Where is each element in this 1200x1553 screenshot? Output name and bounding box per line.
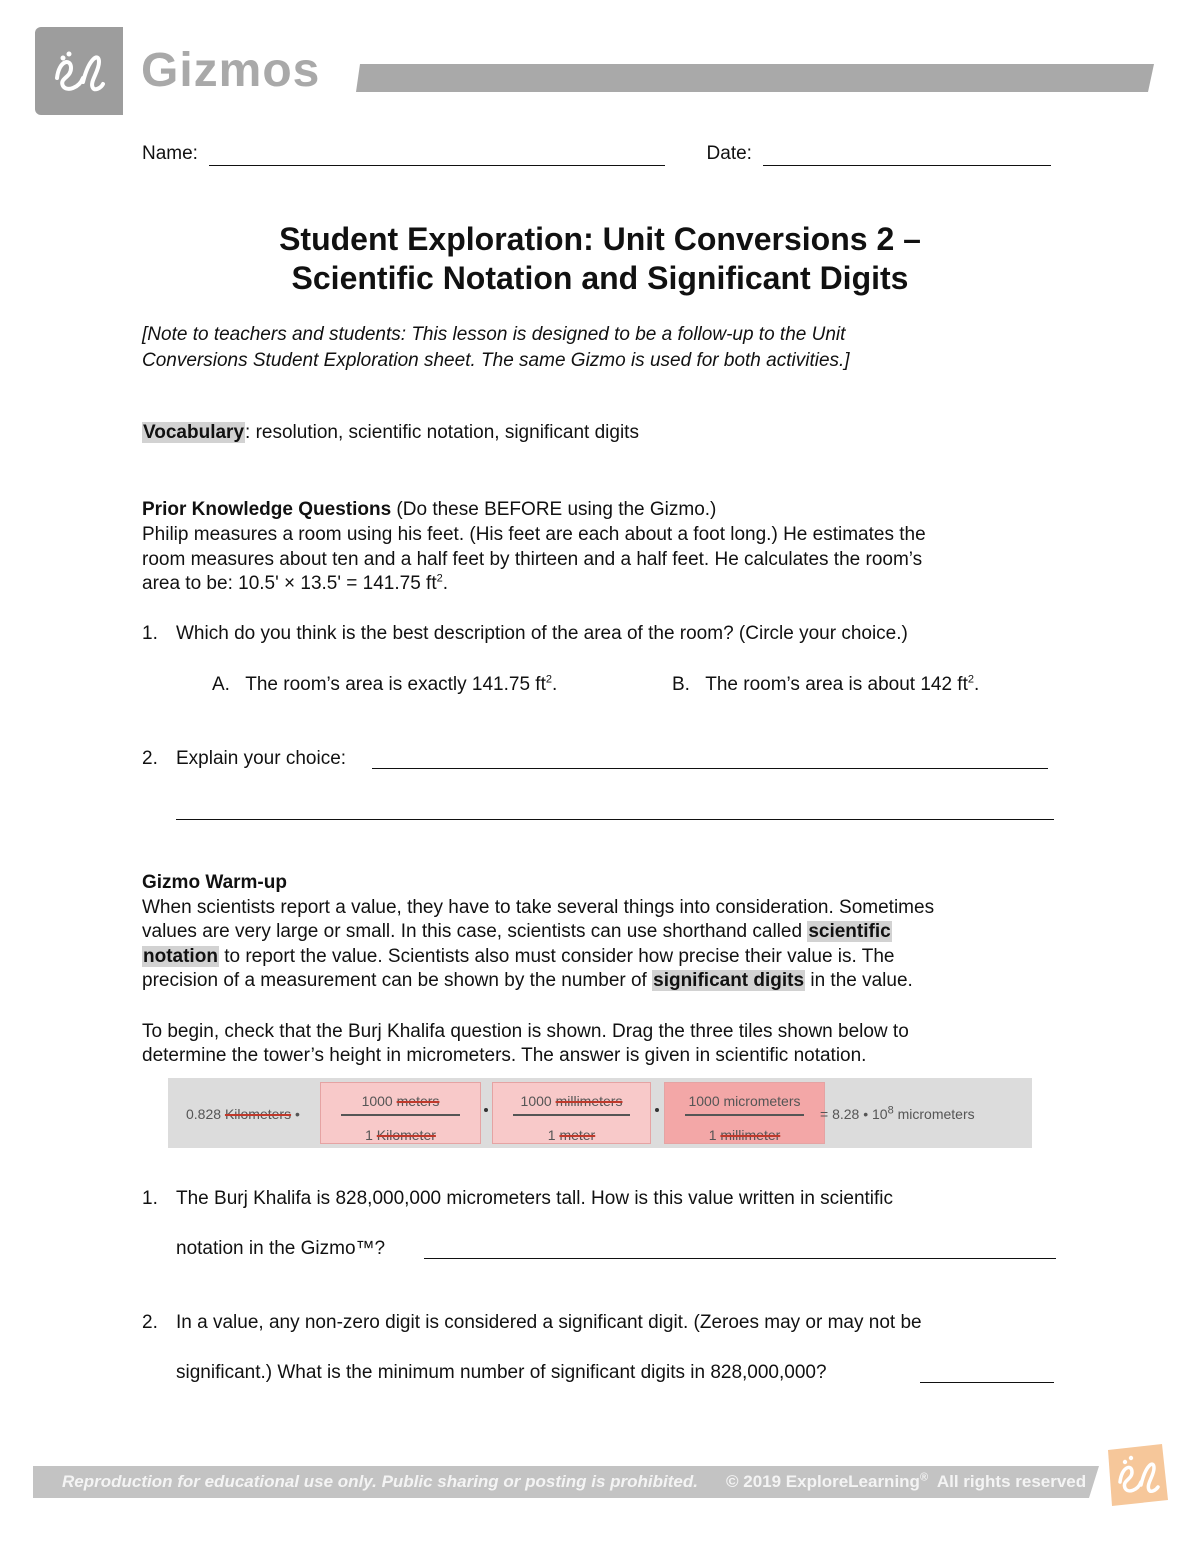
tile-3-denominator: 1 millimeter bbox=[708, 1127, 781, 1143]
warmup-p1-line2 bbox=[142, 920, 1062, 945]
warmup-q1-line2: notation in the Gizmo™? bbox=[176, 1238, 386, 1259]
warmup-p2-line2: determine the tower’s height in micrometers. The answer is given in scientific notation. bbox=[142, 1045, 867, 1066]
warmup-q1-number: 1. bbox=[142, 1188, 158, 1209]
note-line2: Conversions Student Exploration sheet. The same Gizmo is used for both activities.] bbox=[142, 350, 850, 371]
explain-answer-line2[interactable] bbox=[176, 796, 1054, 820]
pk-q2-number: 2. bbox=[142, 748, 158, 769]
conversion-strip bbox=[168, 1078, 1032, 1148]
start-number: 0.828 bbox=[186, 1106, 222, 1122]
date-field[interactable] bbox=[763, 144, 1051, 166]
choice-a-text: The room’s area is exactly 141.75 ft bbox=[245, 674, 546, 695]
explorelearning-el-badge-icon bbox=[1098, 1442, 1172, 1508]
registered-mark: ® bbox=[919, 1471, 929, 1484]
conversion-tile-3[interactable] bbox=[664, 1082, 825, 1144]
warmup-q2-number: 2. bbox=[142, 1312, 158, 1333]
date-label: Date: bbox=[706, 143, 752, 164]
warmup-p1-line3 bbox=[142, 945, 1062, 970]
warmup-q2-line2: significant.) What is the minimum number of significant digits in 828,000,000? bbox=[176, 1362, 827, 1383]
student-info-row bbox=[142, 142, 1062, 168]
starting-value bbox=[186, 1102, 300, 1126]
page-title-line2: Scientific Notation and Significant Digits bbox=[291, 260, 909, 296]
warmup-q1-line1: The Burj Khalifa is 828,000,000 micrometers tall. How is this value written in scientific bbox=[176, 1188, 894, 1209]
multiply-dot bbox=[655, 1108, 659, 1112]
prior-knowledge-line3 bbox=[142, 572, 1062, 597]
warmup-p1-line1: When scientists report a value, they have to take several things into consideration. Sometimes bbox=[142, 897, 935, 918]
area-period: . bbox=[442, 573, 448, 594]
choice-a-exponent: 2 bbox=[545, 673, 552, 686]
choice-a[interactable] bbox=[212, 673, 557, 697]
tile-2-numerator: 1000 millimeters bbox=[520, 1093, 623, 1109]
tile-1-denominator: 1 Kilometer bbox=[365, 1127, 436, 1143]
note-line1: [Note to teachers and students: This lesson is designed to be a follow-up to the Unit bbox=[142, 324, 846, 345]
term-notation: notation bbox=[143, 946, 218, 967]
result-mantissa: = 8.28 • 10 bbox=[820, 1106, 888, 1122]
times-symbol: • bbox=[294, 1106, 300, 1122]
vocabulary-label: Vocabulary bbox=[143, 422, 245, 443]
tile-1-fraction-bar bbox=[341, 1114, 460, 1116]
term-significant-digits: significant digits bbox=[653, 970, 805, 991]
prior-knowledge-heading: Prior Knowledge Questions bbox=[142, 499, 392, 520]
prior-knowledge-line1: Philip measures a room using his feet. (His feet are each about a foot long.) He estimates the bbox=[142, 524, 926, 545]
choice-b-period: . bbox=[974, 674, 980, 695]
area-exponent: 2 bbox=[436, 572, 443, 585]
warmup-p1-text-c: to report the value. Scientists also must consider how precise their value is. The bbox=[218, 946, 895, 967]
choice-b-text: The room’s area is about 142 ft bbox=[705, 674, 968, 695]
name-label: Name: bbox=[142, 143, 198, 164]
conversion-tile-1[interactable] bbox=[320, 1082, 481, 1144]
choice-a-period: . bbox=[552, 674, 558, 695]
pk-q1-text: Which do you think is the best description of the area of the room? (Circle your choice.) bbox=[176, 623, 908, 644]
choice-b-letter: B. bbox=[672, 674, 690, 695]
prior-knowledge-heading-note: (Do these BEFORE using the Gizmo.) bbox=[391, 499, 717, 520]
explain-answer-line1[interactable] bbox=[372, 745, 1048, 769]
pk-q1-number: 1. bbox=[142, 623, 158, 644]
area-equation: area to be: 10.5' × 13.5' = 141.75 ft bbox=[142, 573, 437, 594]
prior-knowledge-heading-row bbox=[142, 498, 1062, 523]
page-title-line1: Student Exploration: Unit Conversions 2 – bbox=[279, 221, 921, 257]
vocabulary-terms: resolution, scientific notation, significant digits bbox=[250, 422, 639, 443]
vocabulary-line bbox=[142, 421, 1062, 446]
conversion-result bbox=[820, 1102, 975, 1126]
warmup-q2-line1: In a value, any non-zero digit is considered a significant digit. (Zeroes may or may not be bbox=[176, 1312, 922, 1333]
start-unit: Kilometers bbox=[224, 1106, 292, 1122]
brand-name: Gizmos bbox=[141, 44, 321, 97]
vocabulary-colon: : bbox=[245, 422, 251, 443]
choice-b-exponent: 2 bbox=[967, 673, 974, 686]
warmup-p1-text-b: values are very large or small. In this case, scientists can use shorthand called bbox=[142, 921, 808, 942]
multiply-dot bbox=[484, 1108, 488, 1112]
warmup-p1-text-d: precision of a measurement can be shown by the number of bbox=[142, 970, 653, 991]
copyright-text: © 2019 ExploreLearning bbox=[726, 1472, 920, 1491]
significant-digits-answer[interactable] bbox=[920, 1359, 1054, 1383]
warmup-p1-line4 bbox=[142, 969, 1062, 994]
conversion-tile-2[interactable] bbox=[492, 1082, 651, 1144]
result-unit: micrometers bbox=[893, 1106, 975, 1122]
term-scientific: scientific bbox=[808, 921, 891, 942]
scientific-notation-answer[interactable] bbox=[424, 1235, 1056, 1259]
tile-3-fraction-bar bbox=[685, 1114, 804, 1116]
warmup-heading: Gizmo Warm-up bbox=[142, 872, 287, 893]
pk-q2-text: Explain your choice: bbox=[176, 748, 347, 769]
choice-b[interactable] bbox=[672, 673, 979, 697]
prior-knowledge-line2: room measures about ten and a half feet by thirteen and a half feet. He calculates the room’s bbox=[142, 549, 923, 570]
tile-2-denominator: 1 meter bbox=[547, 1127, 596, 1143]
tile-1-numerator: 1000 meters bbox=[361, 1093, 440, 1109]
footer-notice: Reproduction for educational use only. Public sharing or posting is prohibited. bbox=[62, 1472, 698, 1491]
header-bar bbox=[356, 64, 1154, 92]
tile-3-numerator: 1000 micrometers bbox=[688, 1093, 801, 1109]
name-field[interactable] bbox=[209, 144, 665, 166]
choice-a-letter: A. bbox=[212, 674, 230, 695]
warmup-p1-text-e: in the value. bbox=[805, 970, 913, 991]
result-exponent: 8 bbox=[887, 1104, 894, 1117]
rights-text: All rights reserved bbox=[928, 1472, 1087, 1491]
tile-2-fraction-bar bbox=[513, 1114, 630, 1116]
warmup-p2-line1: To begin, check that the Burj Khalifa question is shown. Drag the three tiles shown below to bbox=[142, 1021, 909, 1042]
footer-copyright bbox=[726, 1471, 1086, 1493]
explorelearning-el-icon bbox=[35, 27, 123, 115]
